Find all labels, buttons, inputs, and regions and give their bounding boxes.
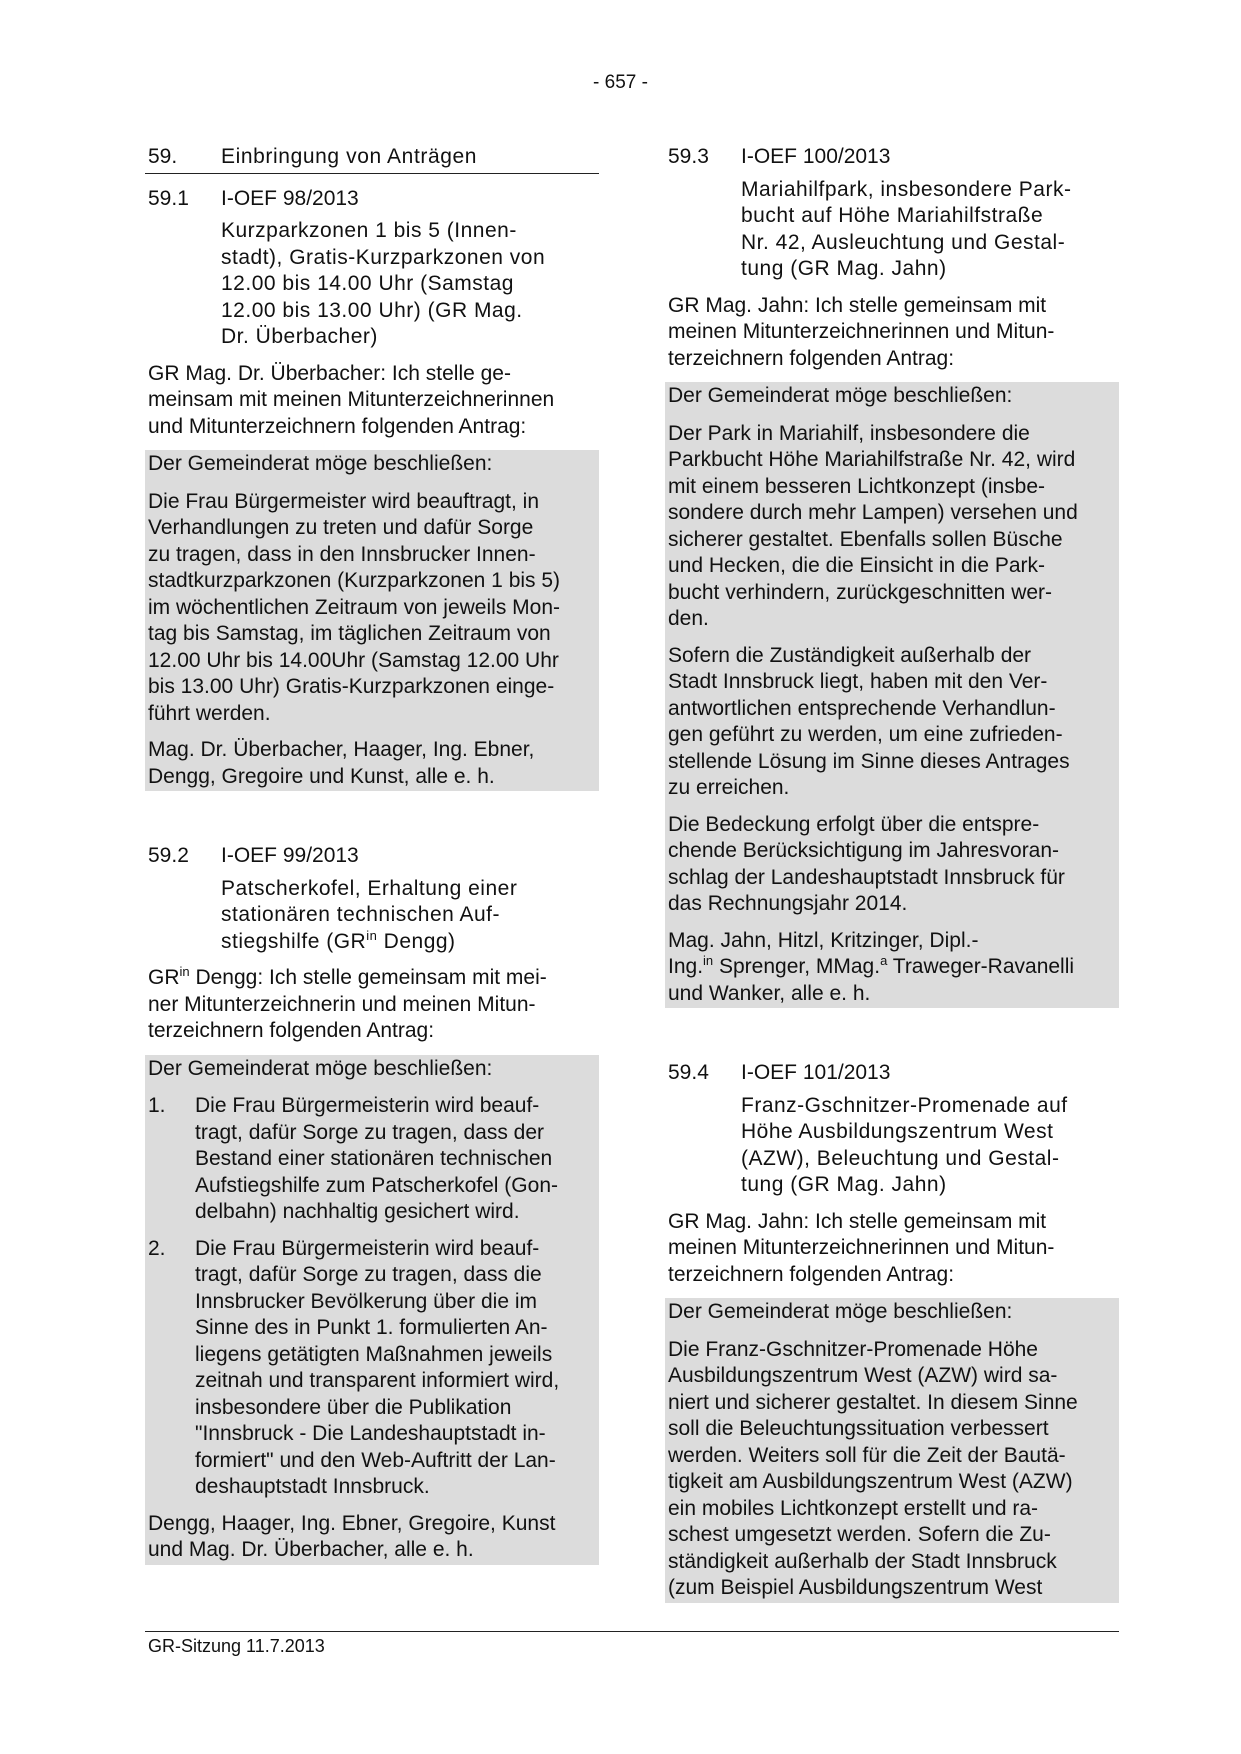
motion-line: den. [668,607,709,630]
item-heading [145,843,599,870]
motion-line: zu tragen, dass in den Innsbrucker Innen- [148,542,536,566]
section-title: Einbringung von Anträgen [221,145,478,168]
signers-line: Dengg, Haager, Ing. Ebner, Gregoire, Kunst [148,1511,556,1535]
motion-line: (zum Beispiel Ausbildungszentrum West [668,1576,1043,1599]
item-heading [665,1060,1119,1087]
item-intro [145,361,599,441]
motion-line: tragt, dafür Sorge zu tragen, dass die [195,1263,542,1286]
motion-line: Sinne des in Punkt 1. formulierten An- [195,1316,548,1339]
motion-line: bis 13.00 Uhr) Gratis-Kurzparkzonen einge- [148,675,555,698]
motion-line: formiert" und den Web-Auftritt der Lan- [195,1448,556,1472]
list-number: 2. [148,1236,166,1260]
motion-line: Verhandlungen zu treten und dafür Sorge [148,516,534,539]
motion-line: Aufstiegshilfe zum Patscherkofel (Gon- [195,1173,558,1197]
intro-line: und Mitunterzeichnern folgenden Antrag: [148,414,527,438]
motion-line: sicherer gestaltet. Ebenfalls sollen Büsche [668,527,1063,551]
signers-line: Mag. Jahn, Hitzl, Kritzinger, Dipl.- [668,928,979,952]
item-code: I-OEF 100/2013 [741,145,891,168]
item-intro [145,965,599,1045]
motion-line: Die Frau Bürgermeisterin wird beauf- [195,1094,540,1117]
title-line: Höhe Ausbildungszentrum West [741,1120,1054,1143]
motion-lead: Der Gemeinderat möge beschließen: [668,1300,1013,1323]
motion-line: Die Frau Bürgermeister wird beauftragt, in [148,489,539,513]
list-number: 1. [148,1094,166,1117]
signers-line: Dengg, Gregoire und Kunst, alle e. h. [148,764,495,788]
motion-list-item [148,1236,596,1501]
motion-box [665,382,1119,1008]
item-title [741,177,1119,283]
title-line: 12.00 bis 13.00 Uhr) (GR Mag. [221,298,523,322]
motion-line: niert und sicherer gestaltet. In diesem Sinne [668,1390,1078,1414]
page-number: - 657 - [593,72,648,93]
motion-line: chende Berücksichtigung im Jahresvoran- [668,839,1060,862]
item-heading [665,144,1119,171]
signers [668,928,1116,1008]
title-line: Mariahilfpark, insbesondere Park- [741,177,1072,201]
item-code: I-OEF 99/2013 [221,844,359,867]
motion-line: Stadt Innsbruck liegt, haben mit den Ver- [668,670,1048,693]
intro-line: GR Mag. Jahn: Ich stelle gemeinsam mit [668,1209,1047,1233]
intro-line: GR Mag. Jahn: Ich stelle gemeinsam mit [668,293,1047,317]
title-line: stiegshilfe ($GR^{in}$ Dengg) [221,927,456,953]
motion-line: schest umgesetzt werden. Sofern die Zu- [668,1523,1051,1546]
signers-line: und Mag. Dr. Überbacher, alle e. h. [148,1538,474,1561]
motion-line: "Innsbruck - Die Landeshauptstadt in- [195,1422,546,1445]
motion-line: deshauptstadt Innsbruck. [195,1475,430,1498]
title-line: Patscherkofel, Erhaltung einer [221,876,518,900]
motion-line: stellende Lösung im Sinne dieses Antrages [668,749,1070,773]
intro-line: terzeichnern folgenden Antrag: [668,346,955,370]
motion-lead: Der Gemeinderat möge beschließen: [668,384,1013,407]
motion-line: Die Bedeckung erfolgt über die entspre- [668,812,1040,836]
motion-line: führt werden. [148,701,271,725]
title-line: Nr. 42, Ausleuchtung und Gestal- [741,230,1066,254]
title-line: tung (GR Mag. Jahn) [741,257,947,280]
intro-line: ner Mitunterzeichnerin und meinen Mitun- [148,992,536,1016]
footer-text: GR-Sitzung 11.7.2013 [148,1636,325,1656]
motion-line: ständigkeit außerhalb der Stadt Innsbruck [668,1549,1057,1573]
motion-line: Die Franz-Gschnitzer-Promenade Höhe [668,1337,1038,1361]
motion-box [145,1055,599,1565]
motion-box [665,1298,1119,1603]
motion-line: Parkbucht Höhe Mariahilfstraße Nr. 42, wird [668,448,1076,471]
motion-line: sondere durch mehr Lampen) versehen und [668,501,1078,524]
item-number: 59.4 [668,1061,709,1084]
footer-divider [145,1631,1119,1632]
item-number: 59.2 [148,844,189,867]
motion-text [668,812,1116,918]
item-intro [665,1209,1119,1289]
motion-line: Innsbrucker Bevölkerung über die im [195,1289,538,1313]
signers-line: Ing.$^{in}$ Sprenger, MMag.$^a$ Traweger-Ravanelli [668,953,1075,978]
item-code: I-OEF 98/2013 [221,186,359,210]
signers-line: Mag. Dr. Überbacher, Haager, Ing. Ebner, [148,738,535,761]
motion-line: delbahn) nachhaltig gesichert wird. [195,1200,520,1223]
motion-line: das Rechnungsjahr 2014. [668,892,908,915]
title-line: stadt), Gratis-Kurzparkzonen von [221,245,546,269]
item-title [221,876,599,956]
motion-line: ein mobiles Lichtkonzept erstellt und ra- [668,1496,1039,1520]
motion-line: Die Frau Bürgermeisterin wird beauf- [195,1236,540,1260]
motion-line: Bestand einer stationären technischen [195,1147,553,1170]
signers [148,1511,596,1564]
title-line: bucht auf Höhe Mariahilfstraße [741,204,1044,227]
motion-text [668,421,1116,633]
motion-line: stadtkurzparkzonen (Kurzparkzonen 1 bis 5) [148,569,561,592]
signers-line: und Wanker, alle e. h. [668,981,871,1005]
item-code: I-OEF 101/2013 [741,1061,891,1084]
motion-line: Sofern die Zuständigkeit außerhalb der [668,643,1032,667]
motion-line: zeitnah und transparent informiert wird, [195,1369,560,1392]
title-line: stationären technischen Auf- [221,903,501,926]
motion-lead: Der Gemeinderat möge beschließen: [148,452,493,475]
motion-line: tag bis Samstag, im täglichen Zeitraum von [148,622,551,645]
motion-line: tragt, dafür Sorge zu tragen, dass der [195,1120,545,1144]
section-number: 59. [148,145,178,168]
motion-line: bucht verhindern, zurückgeschnitten wer- [668,580,1053,604]
intro-line: meinen Mitunterzeichnerinnen und Mitun- [668,320,1055,343]
motion-text [668,1337,1116,1602]
motion-line: Der Park in Mariahilf, insbesondere die [668,421,1030,445]
motion-line: werden. Weiters soll für die Zeit der Bautä- [668,1443,1066,1467]
intro-line: terzeichnern folgenden Antrag: [668,1262,955,1286]
motion-text [148,489,596,728]
title-line: Franz-Gschnitzer-Promenade auf [741,1093,1068,1117]
motion-line: antwortlichen entsprechende Verhandlun- [668,696,1056,720]
motion-list-item [148,1093,596,1226]
intro-line: meinen Mitunterzeichnerinnen und Mitun- [668,1236,1055,1259]
motion-line: zu erreichen. [668,776,790,799]
item-intro [665,293,1119,373]
motion-line: insbesondere über die Publikation [195,1395,512,1419]
title-line: Kurzparkzonen 1 bis 5 (Innen- [221,219,517,242]
signers [148,737,596,790]
title-line: 12.00 bis 14.00 Uhr (Samstag [221,272,514,295]
item-number: 59.1 [148,186,189,210]
item-title [221,218,599,351]
motion-line: liegens getätigten Maßnahmen jeweils [195,1342,553,1366]
left-column [145,144,599,1565]
intro-line: GR Mag. Dr. Überbacher: Ich stelle ge- [148,361,511,385]
motion-line: im wöchentlichen Zeitraum von jeweils Mon- [148,595,560,619]
motion-line: 12.00 Uhr bis 14.00Uhr (Samstag 12.00 Uhr [148,648,559,672]
motion-line: mit einem besseren Lichtkonzept (insbe- [668,474,1046,498]
title-line: (AZW), Beleuchtung und Gestal- [741,1146,1060,1170]
title-line: Dr. Überbacher) [221,325,378,348]
section-heading [145,144,599,174]
title-line: tung (GR Mag. Jahn) [741,1173,947,1196]
item-number: 59.3 [668,145,709,168]
intro-line: $GR^{in}$ Dengg: Ich stelle gemeinsam mit mei- [148,964,547,989]
intro-line: terzeichnern folgenden Antrag: [148,1019,435,1042]
item-heading [145,186,599,213]
motion-line: gen geführt zu werden, um eine zufrieden- [668,723,1063,746]
intro-line: meinsam mit meinen Mitunterzeichnerinnen [148,388,555,411]
motion-text [668,643,1116,802]
right-column [665,144,1119,1603]
motion-box [145,450,599,791]
motion-lead: Der Gemeinderat möge beschließen: [148,1056,493,1080]
motion-line: schlag der Landeshauptstadt Innsbruck für [668,865,1065,889]
motion-line: Ausbildungszentrum West (AZW) wird sa- [668,1364,1058,1387]
motion-line: tigkeit am Ausbildungszentrum West (AZW) [668,1470,1073,1493]
motion-line: und Hecken, die die Einsicht in die Park- [668,554,1046,577]
item-title [741,1093,1119,1199]
motion-line: soll die Beleuchtungssituation verbessert [668,1417,1049,1440]
